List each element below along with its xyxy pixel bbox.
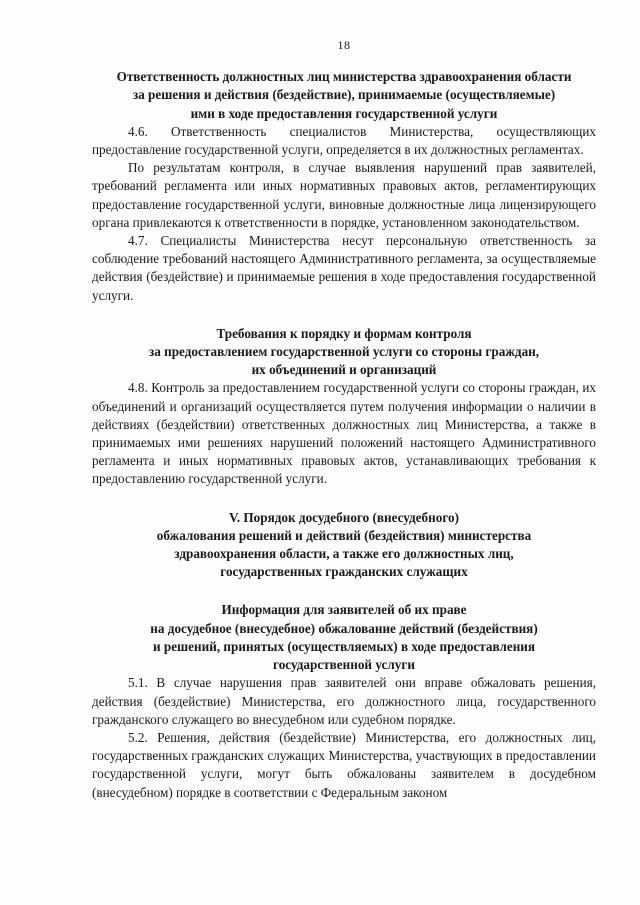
paragraph-control-results: По результатам контроля, в случае выявления нарушений прав заявителей, требований регламента или иных нормативных правовых актов, регламентирующих предоставление государственной услуги, виновные должностные лица лицензирующего органа привлекаются к ответственности в порядке, установленном законодательством. [92,160,596,230]
heading-line: здравоохранения области, а также его должностных лиц, [174,546,514,562]
section-heading-responsibility [92,68,596,123]
section-heading-control-requirements [92,325,596,380]
paragraph-5-2: 5.2. Решения, действия (бездействие) Министерства, его должностных лиц, государственных гражданских служащих Министерства, участвующих в предоставлении государственной услуги, могут быть обжалованы заявителем в досудебном (внесудебном) порядке в соответствии с Федеральным законом [92,729,596,800]
chapter-heading-v [92,509,596,582]
heading-line: за решения и действия (бездействие), принимаемые (осуществляемые) [132,87,556,103]
heading-line: на досудебное (внесудебное) обжалование действий (бездействия) [150,620,538,636]
paragraph-5-1: 5.1. В случае нарушения прав заявителей они вправе обжаловать решения, действия (бездействие) Министерства, его должностного лица, государственного гражданского служащего во внесудебном или судебном порядке. [92,675,596,727]
heading-line: Ответственность должностных лиц министерства здравоохранения области [116,69,572,85]
heading-line: обжалования решений и действий (бездействия) министерства [156,527,532,543]
heading-line: государственной услуги [273,657,415,673]
page-number: 18 [337,38,351,52]
paragraph-4-7: 4.7. Специалисты Министерства несут персональную ответственность за соблюдение требований настоящего Административного регламента, за осуществляемые действия (бездействие) и принимаемые решения в ходе предоставления государственной услуги. [92,233,596,303]
heading-line: за предоставлением государственной услуги со стороны граждан, [148,344,540,360]
heading-line: ими в ходе предоставления государственной услуги [190,105,498,121]
heading-line: их объединений и организаций [251,362,437,378]
paragraph-4-6: 4.6. Ответственность специалистов Министерства, осуществляющих предоставление государственной услуги, определяется в их должностных регламентах. [92,123,596,158]
heading-line: и решений, принятых (осуществляемых) в ходе предоставления [152,638,536,654]
heading-line: V. Порядок досудебного (внесудебного) [229,509,459,525]
heading-line: государственных гражданских служащих [220,564,468,580]
heading-line: Требования к порядку и формам контроля [216,325,472,341]
paragraph-4-8: 4.8. Контроль за предоставлением государственной услуги со стороны граждан, их объединений и организаций осуществляется путем получения информации о наличии в действиях (бездействии) ответственных должностных лиц Министерства, а также в принимаемых ими решениях нарушений положений настоящего Административного регламента и иных нормативных правовых актов, устанавливающих требования к предоставлению государственной услуги. [92,380,596,487]
section-heading-applicant-info [92,601,596,674]
heading-line: Информация для заявителей об их праве [221,602,467,618]
